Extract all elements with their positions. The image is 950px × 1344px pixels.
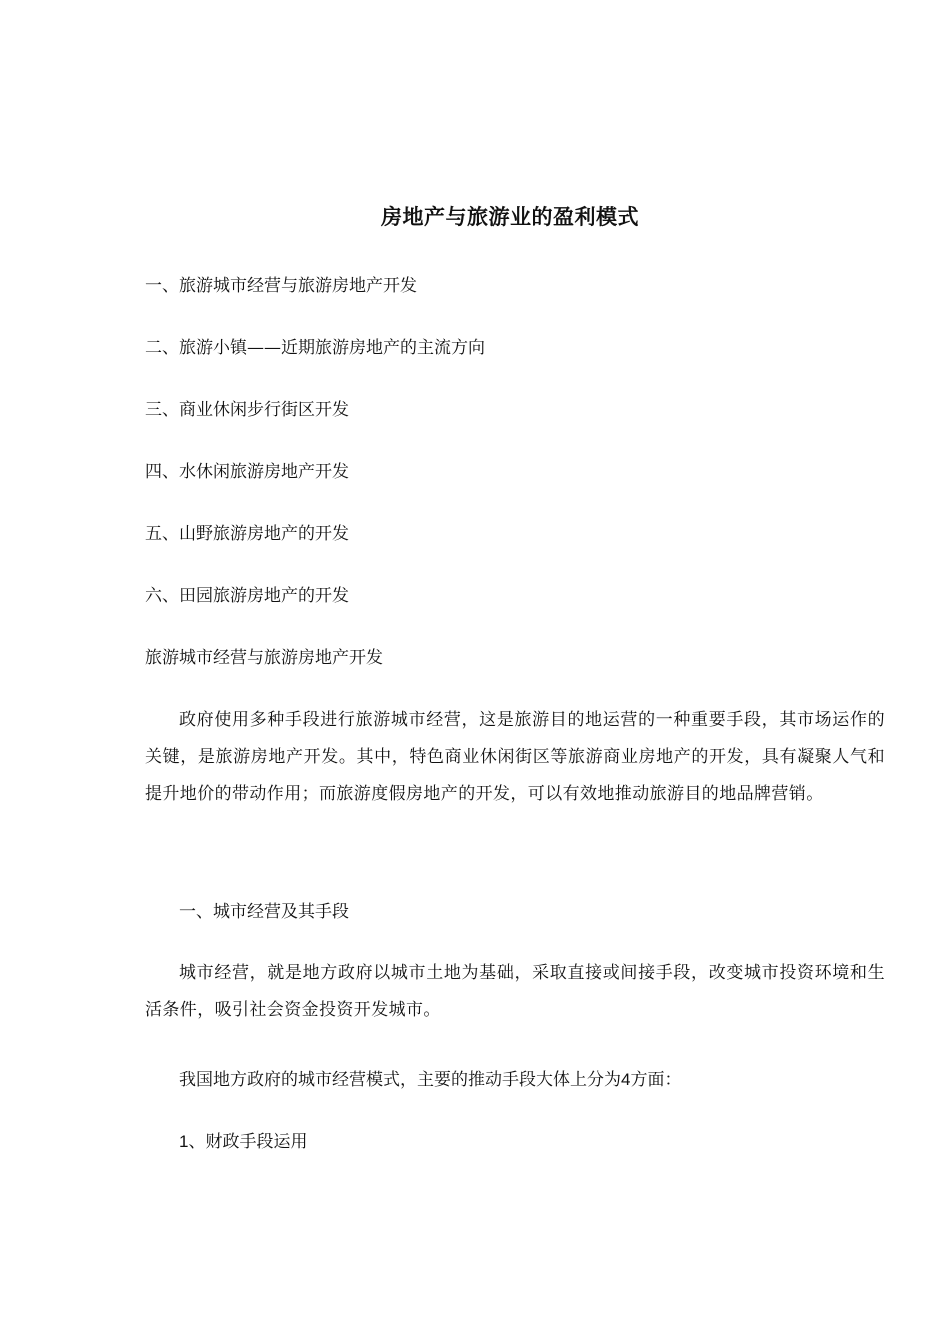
- toc-item-6: 六、田园旅游房地产的开发: [145, 586, 349, 606]
- toc-item-4: 四、水休闲旅游房地产开发: [145, 462, 349, 482]
- toc-item-1: 一、旅游城市经营与旅游房地产开发: [145, 276, 417, 296]
- section-heading: 旅游城市经营与旅游房地产开发: [145, 648, 383, 668]
- list-item-1: [179, 1130, 307, 1154]
- paragraph-3-number: 4: [621, 1070, 631, 1089]
- paragraph-1: 政府使用多种手段进行旅游城市经营，这是旅游目的地运营的一种重要手段，其市场运作的关键，是旅游房地产开发。其中，特色商业休闲街区等旅游商业房地产的开发，具有凝聚人气和提升地价的带动作用；而旅游度假房地产的开发，可以有效地推动旅游目的地品牌营销。: [145, 710, 885, 804]
- document-title: 房地产与旅游业的盈利模式: [381, 204, 639, 229]
- toc-item-3: 三、商业休闲步行街区开发: [145, 400, 349, 420]
- subheading-1: 一、城市经营及其手段: [179, 902, 349, 922]
- toc-item-2: 二、旅游小镇——近期旅游房地产的主流方向: [145, 338, 485, 358]
- list-item-1-text: 、财政手段运用: [188, 1132, 308, 1152]
- paragraph-3-suffix: 方面：: [630, 1070, 682, 1090]
- toc-item-5: 五、山野旅游房地产的开发: [145, 524, 349, 544]
- paragraph-3: [179, 1068, 681, 1092]
- paragraph-3-prefix: 我国地方政府的城市经营模式，主要的推动手段大体上分为: [179, 1070, 621, 1090]
- paragraph-2: 城市经营，就是地方政府以城市土地为基础，采取直接或间接手段，改变城市投资环境和生活条件，吸引社会资金投资开发城市。: [145, 963, 885, 1020]
- list-item-1-number: 1: [179, 1132, 189, 1151]
